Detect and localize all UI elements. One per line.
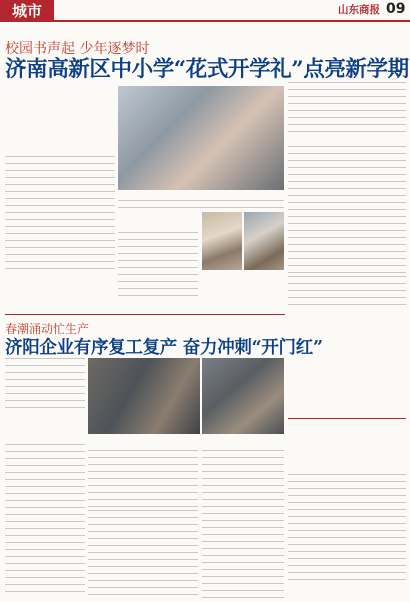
article2-photo-1 [88,358,200,434]
article2-body-left [5,444,85,598]
article2-kicker: 春潮涌动忙生产 [5,322,90,336]
article1-body-right-end [288,276,406,310]
page-number: 09 [386,1,406,17]
header-rule [54,20,410,22]
article1-body-right-top [288,82,406,134]
article1-photo-small-1 [202,212,242,270]
article2-body-mid-right [202,450,284,598]
article1-body-center [118,232,198,296]
article2-photo-2 [202,358,284,434]
article2-body-mid-bottom [88,510,198,598]
article1-body-left [5,156,115,274]
article1-kicker: 校园书声起 少年逐梦时 [5,41,150,57]
article1-photo-main [118,86,284,190]
article-divider [5,314,285,315]
article3-divider [288,418,406,419]
article2-headline: 济阳企业有序复工复产 奋力冲刺“开门红” [5,338,323,358]
article1-photo-small-2 [244,212,284,270]
newspaper-brand: 山东商报 [338,4,380,16]
section-tag: 城市 [0,0,54,22]
article1-caption-lines [118,200,284,210]
article1-body-right [288,146,406,276]
article1-lead [5,80,115,122]
article3-body [288,474,406,586]
article1-headline: 济南高新区中小学“花式开学礼”点亮新学期 [5,57,409,82]
article2-body-mid-top [88,450,198,508]
article2-lead [5,358,85,414]
